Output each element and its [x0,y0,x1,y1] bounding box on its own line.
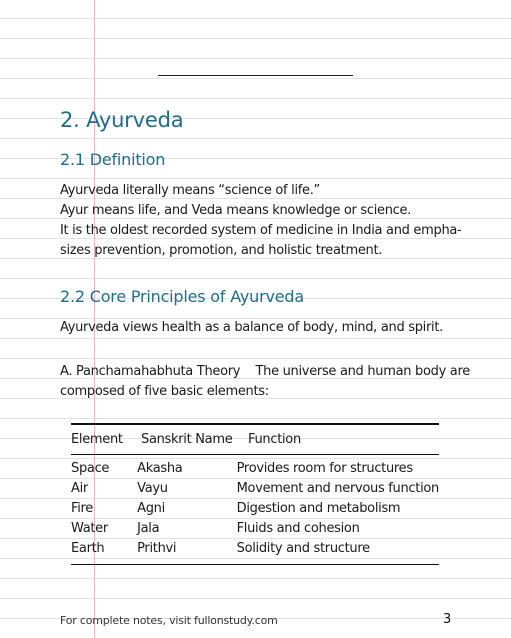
principles-intro [60,318,452,338]
cell-function: Provides room for structures [236,461,413,476]
top-rule [158,75,353,76]
definition-line: It is the oldest recorded system of medicine in India and empha- [60,223,462,238]
principles-heading: 2.2 Core Principles of Ayurveda [60,287,304,306]
cell-element: Water [71,521,108,536]
cell-function: Movement and nervous function [236,481,439,496]
section-title: 2. Ayurveda [60,108,184,132]
table-row [71,455,439,479]
definition-line: Ayur means life, and Veda means knowledge or science. [60,203,412,218]
intro-line: Ayurveda views health as a balance of body, mind, and spirit. [60,320,443,335]
table-row [71,539,439,564]
cell-element: Earth [71,541,105,556]
theory-line: composed of five basic elements: [60,384,269,399]
table-header-row [71,425,439,454]
cell-element: Air [71,481,88,496]
cell-sanskrit: Prithvi [137,541,177,556]
definition-line: sizes prevention, promotion, and holistic treatment. [60,243,383,258]
cell-sanskrit: Vayu [137,481,168,496]
table-row [71,479,439,499]
cell-function: Digestion and metabolism [236,501,401,516]
cell-function: Fluids and cohesion [236,521,360,536]
definition-heading: 2.1 Definition [60,150,166,169]
table-bottom-rule [71,564,439,565]
theory-paragraph [60,362,470,402]
footer-link-text[interactable]: For complete notes, visit fullonstudy.com [60,614,278,627]
table-row [71,519,439,539]
page-number: 3 [443,612,452,627]
cell-sanskrit: Akasha [137,461,183,476]
header-function: Function [248,432,301,447]
header-element: Element [71,432,123,447]
cell-element: Fire [71,501,94,516]
theory-line: A. Panchamahabhuta Theory The universe and human body are [60,364,470,379]
definition-line: Ayurveda literally means “science of life.” [60,183,320,198]
definition-paragraph [60,181,462,261]
cell-function: Solidity and structure [236,541,370,556]
elements-table [71,423,439,565]
cell-sanskrit: Jala [137,521,160,536]
header-sanskrit-name: Sanskrit Name [141,432,233,447]
cell-sanskrit: Agni [137,501,165,516]
table-row [71,499,439,519]
cell-element: Space [71,461,110,476]
